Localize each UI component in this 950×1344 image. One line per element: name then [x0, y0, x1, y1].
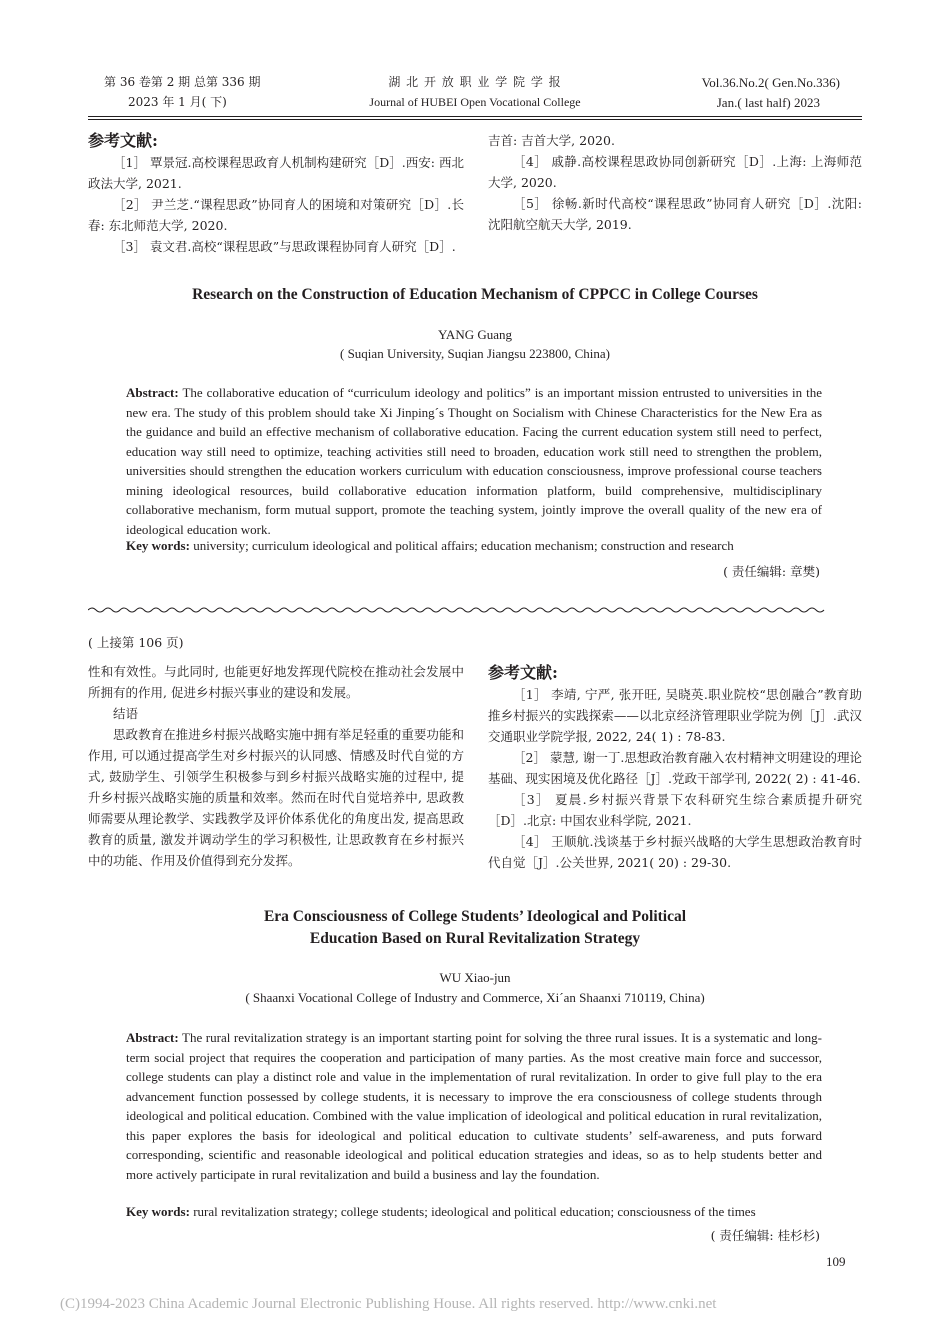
paper-title-en: Research on the Construction of Education Mechanism of CPPCC in College Courses [192, 286, 758, 303]
refs-title: 参考文献: [488, 663, 558, 682]
paper-title-en-line2: Education Based on Rural Revitalization Strategy [309, 930, 641, 947]
refs-left-column [88, 130, 464, 257]
ref-item: ［1］ 覃景冠.高校课程思政育人机制构建研究［D］.西安: 西北政法大学, 2021. [88, 155, 464, 191]
body-left-column [88, 632, 464, 871]
abstract-label: Abstract [126, 1030, 175, 1045]
body-paragraph: 思政教育在推进乡村振兴战略实施中拥有举足轻重的重要功能和作用, 可以通过提高学生对乡村振兴的认同感、情感及时代自觉的方式, 鼓励学生、引领学生积极参与到乡村振兴战略实施的过程中, 提升乡村振兴战略实施的质量和效率。然而在时代自觉培养中, 思政教师需要从理论教学、实践教学及评价体系优化的角度出发, 提高思政教育的质量, 激发并调动学生的学习积极性, 让思政教育在乡村振兴中的功能、作用及价值得到充分发挥。 [88, 727, 464, 868]
header-issue: 第 36 卷第 2 期 总第 336 期 [104, 75, 261, 89]
ref-item: ［5］ 徐畅.新时代高校“课程思政”协同育人研究［D］.沈阳: 沈阳航空航天大学, 2019. [488, 196, 862, 232]
ref-item: ［3］ 袁文君.高校“课程思政”与思政课程协同育人研究［D］. [113, 239, 456, 254]
page-number: 109 [826, 1254, 846, 1269]
continued-note: ( 上接第 106 页) [88, 635, 184, 650]
ref-item: ［3］ 夏晨.乡村振兴背景下农科研究生综合素质提升研究［D］.北京: 中国农业科学院, 2021. [488, 792, 862, 828]
abstract: Abstract: The collaborative education of “curriculum ideology and politics” is an important mission entrusted to universities in the new era. The study of this problem should take Xi Jinping´s Thought on Socialism with Chinese Characteristics for the New Era as the guidance and build an effective mechanism of collaborative education. Facing the current education system still need to perfect, education way still need to optimize, teaching activities still need to broaden, education work still need to strengthen the problem, universities should strengthen the education workers curriculum with education consciousness, improve professional course teachers mining ideological resources, build collaborative education information platform, build comprehensive, multidisciplinary collaborative mechanism, form mutual support, promote the teaching system, jointly improve the overall quality of the new era of ideological education work. [126, 385, 822, 537]
abstract-label: Abstract [126, 385, 175, 400]
author-affiliation: ( Suqian University, Suqian Jiangsu 223800, China) [340, 346, 610, 361]
paper-title-en-line1: Era Consciousness of College Students’ Ideological and Political [263, 908, 687, 925]
header-journal-en: Journal of HUBEI Open Vocational College [369, 95, 581, 109]
refs-title: 参考文献: [88, 131, 158, 150]
header-volume: Vol.36.No.2( Gen.No.336) [701, 75, 840, 90]
copyright-footer: (C)1994-2023 China Academic Journal Electronic Publishing House. All rights reserved. http://www.cnki.net [60, 1296, 717, 1312]
keywords-label: Key words [126, 1204, 186, 1219]
header-period: Jan.( last half) 2023 [716, 95, 820, 110]
header-rule-thin [88, 119, 862, 120]
ref-item: ［4］ 王顺航.浅谈基于乡村振兴战略的大学生思想政治教育时代自觉［J］.公关世界, 2021( 20) : 29-30. [488, 834, 862, 870]
abstract-text: The rural revitalization strategy is an important starting point for solving the three rural issues. It is a systematic and long-term social project that requires the cooperation and participation of many parties. As the most creative main force and successor, college students can play a distinct role and value in the implementation of rural revitalization. In order to give full play to the era advancement function possessed by college students, it is necessary to improve the era consciousness of college students through ideological and political education. Combined with the value implication of ideological and political education in rural revitalization, this paper explores the basis for ideological and political education to cultivate students’ self-awareness, and puts forward corresponding, scientific and reasonable ideological and political education strategies and ideas, so as to help students better and more actively participate in rural revitalization and build a business and lay the foundation. [126, 1030, 823, 1182]
ref-item: ［4］ 戚静.高校课程思政协同创新研究［D］.上海: 上海师范大学, 2020. [488, 154, 862, 190]
header-rule [88, 116, 862, 117]
keywords: Key words: university; curriculum ideological and political affairs; education mechanism; construction and research [126, 538, 734, 553]
keywords-text: university; curriculum ideological and political affairs; education mechanism; construction and research [193, 538, 734, 553]
editor-note: ( 责任编辑: 章樊) [723, 564, 820, 579]
author-affiliation: ( Shaanxi Vocational College of Industry and Commerce, Xi´an Shaanxi 710119, China) [245, 990, 705, 1005]
ref-item: 吉首: 吉首大学, 2020. [488, 133, 615, 148]
header-journal-cn: 湖 北 开 放 职 业 学 院 学 报 [388, 75, 562, 89]
conclusion-heading: 结语 [113, 706, 139, 721]
header-date: 2023 年 1 月( 下) [128, 95, 227, 109]
abstract-text: The collaborative education of “curriculum ideology and politics” is an important mission entrusted to universities in the new era. The study of this problem should take Xi Jinping´s Thought on Socialism with Chinese Characteristics for the New Era as the guidance and build an effective mechanism of collaborative education. Facing the current education system still need to perfect, education way still need to optimize, teaching activities still need to broaden, education work still need to strengthen the problem, universities should strengthen the education workers curriculum with education consciousness, improve professional course teachers mining ideological resources, build collaborative education information platform, build comprehensive, multidisciplinary collaborative mechanism, form mutual support, promote the teaching system, jointly improve the overall quality of the new era of ideological education work. [126, 385, 822, 537]
wavy-divider [88, 606, 862, 614]
author-name: YANG Guang [437, 327, 513, 342]
ref-item: ［2］ 尹兰芝.“课程思政”协同育人的困境和对策研究［D］.长春: 东北师范大学, 2020. [88, 197, 464, 233]
divider-pattern [88, 606, 862, 614]
refs-right-column-2 [488, 662, 862, 873]
body-paragraph: 性和有效性。与此同时, 也能更好地发挥现代院校在推动社会发展中所拥有的作用, 促进乡村振兴事业的建设和发展。 [88, 664, 464, 700]
abstract: Abstract: The rural revitalization strategy is an important starting point for solving the three rural issues. It is a systematic and long-term social project that requires the cooperation and participation of many parties. As the most creative main force and successor, college students can play a distinct role and value in the implementation of rural revitalization. In order to give full play to the era advancement function possessed by college students, it is necessary to improve the era consciousness of college students through ideological and political education. Combined with the value implication of ideological and political education in rural revitalization, this paper explores the basis for ideological and political education to cultivate students’ self-awareness, and puts forward corresponding, scientific and reasonable ideological and political education strategies and ideas, so as to help students better and more actively participate in rural revitalization and build a business and lay the foundation. [126, 1030, 823, 1182]
editor-note: ( 责任编辑: 桂杉杉) [710, 1228, 820, 1243]
keywords-text: rural revitalization strategy; college students; ideological and political education; consciousness of the times [193, 1204, 756, 1219]
keywords: Key words: rural revitalization strategy; college students; ideological and political education; consciousness of the times [126, 1204, 756, 1219]
keywords-label: Key words [126, 538, 186, 553]
author-name: WU Xiao-jun [439, 970, 511, 985]
ref-item: ［2］ 蒙慧, 谢一丁.思想政治教育融入农村精神文明建设的理论基础、现实困境及优化路径［J］.党政干部学刊, 2022( 2) : 41-46. [488, 750, 862, 786]
refs-right-column [488, 130, 862, 235]
ref-item: ［1］ 李靖, 宁严, 张开旺, 吴晓英.职业院校“思创融合”教育助推乡村振兴的实践探索——以北京经济管理职业学院为例［J］.武汉交通职业学院学报, 2022, 24( 1) : 78-83. [488, 687, 862, 744]
